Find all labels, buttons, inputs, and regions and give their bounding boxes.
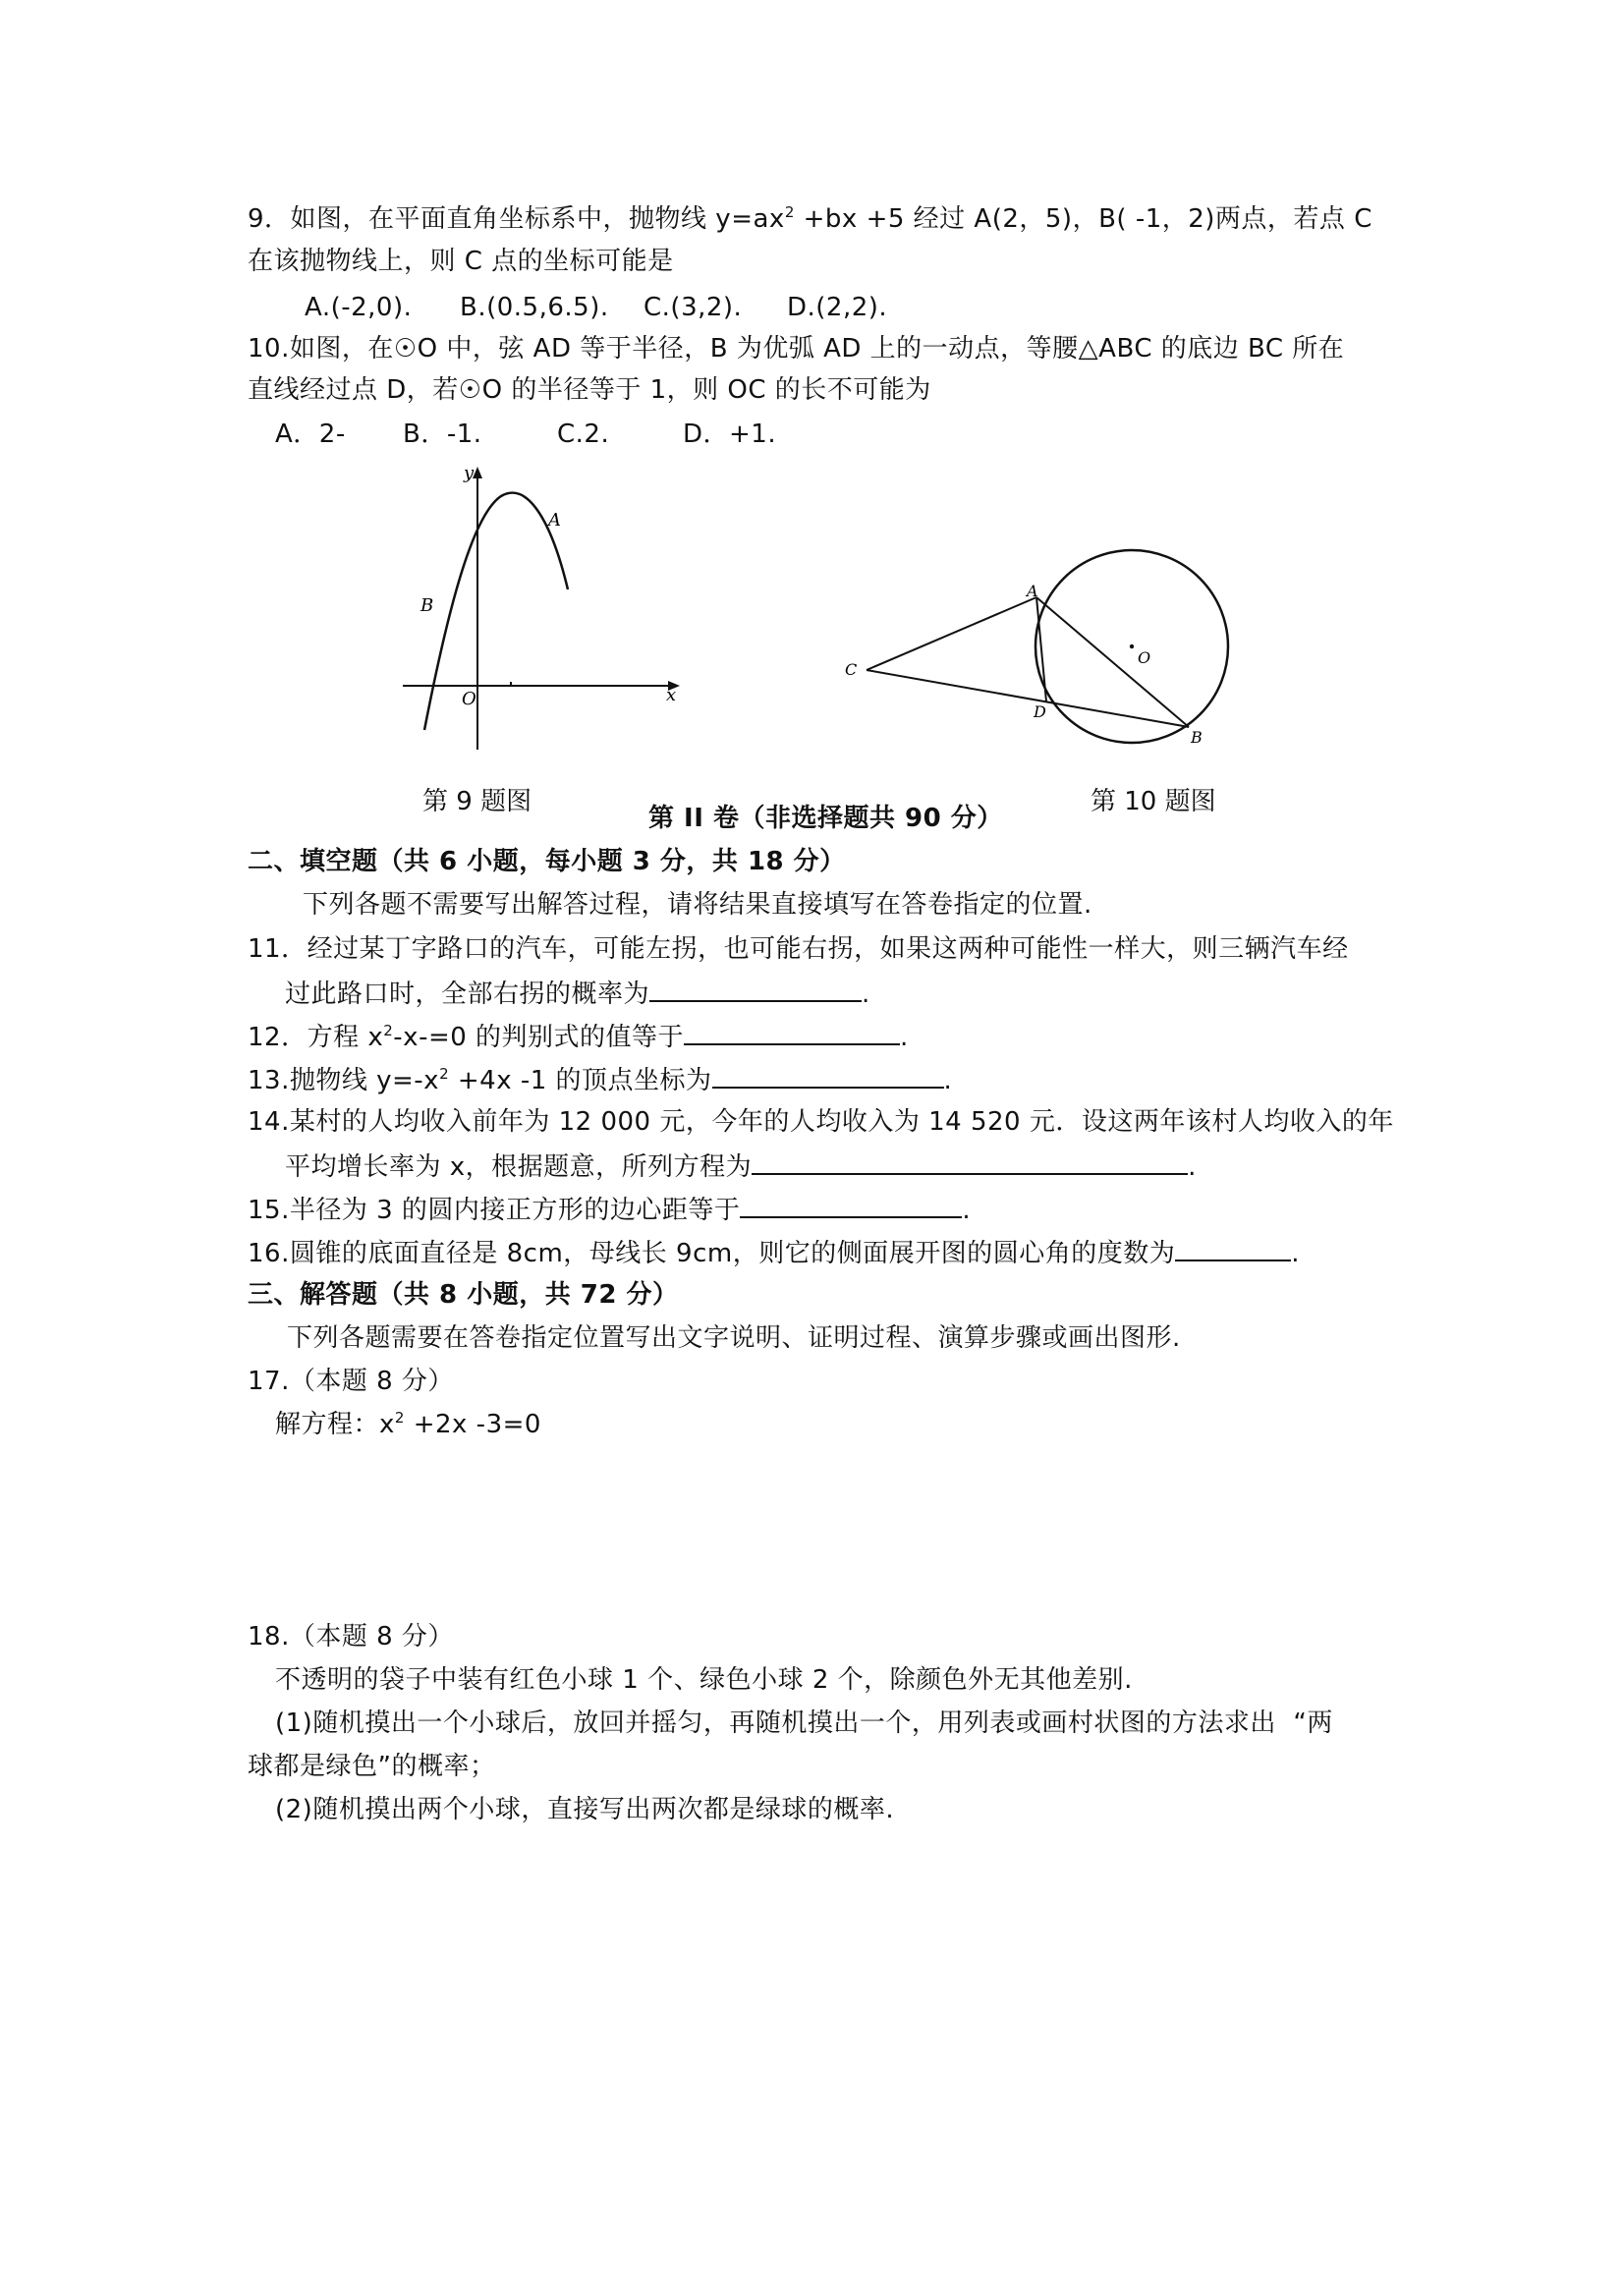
q15: 15.半径为 3 的圆内接正方形的边心距等于 . (248, 1193, 971, 1226)
parabola-curve (424, 493, 568, 730)
q18-heading: 18.（本题 8 分） (248, 1622, 454, 1652)
segment-ab (1036, 597, 1189, 727)
q9-option-a: A.(-2,0). (305, 293, 413, 322)
q10-option-b: B．-1. (403, 420, 482, 449)
figure-9-parabola (393, 457, 688, 752)
q18-line3: 球都是绿色”的概率； (248, 1752, 496, 1781)
part2-title: 第 II 卷（非选择题共 90 分） (648, 804, 1003, 833)
label-c: C (845, 660, 858, 679)
answer-blank (1175, 1236, 1291, 1261)
section3-instruction: 下列各题需要在答卷指定位置写出文字说明、证明过程、演算步骤或画出图形. (287, 1323, 1181, 1353)
q10-option-a: A．2- (275, 420, 346, 449)
q9-line2: 在该抛物线上，则 C 点的坐标可能是 (248, 247, 674, 276)
q14-line2: 平均增长率为 x，根据题意，所列方程为 . (285, 1149, 1197, 1183)
answer-blank (752, 1149, 1188, 1175)
segment-cb (867, 670, 1189, 727)
label-o: O (462, 689, 476, 709)
answer-blank (740, 1193, 962, 1218)
q10-option-c: C.2. (557, 420, 610, 449)
segment-ca (867, 597, 1036, 670)
q9-option-b: B.(0.5,6.5). (460, 293, 609, 322)
y-axis-arrow (473, 467, 482, 478)
label-a: A (1027, 582, 1038, 600)
q17-heading: 17.（本题 8 分） (248, 1367, 454, 1396)
section2-instruction: 下列各题不需要写出解答过程，请将结果直接填写在答卷指定的位置. (303, 890, 1092, 920)
answer-blank (684, 1020, 900, 1045)
q13: 13.抛物线 $y=-x^2 +4x$ -1 的顶点坐标为 . (248, 1065, 953, 1095)
q12: 12．方程 $x^2-x-=0$ 的判别式的值等于 . (248, 1022, 909, 1052)
label-b: B (420, 595, 434, 616)
q18-line1: 不透明的袋子中装有红色小球 1 个、绿色小球 2 个，除颜色外无其他差别. (275, 1665, 1133, 1695)
q10-line1: 10.如图，在☉O 中，弦 AD 等于半径，B 为优弧 AD 上的一动点，等腰△ABC 的底边 BC 所在 (248, 334, 1345, 364)
label-a: A (548, 510, 561, 531)
q11-line1: 11．经过某丁字路口的汽车，可能左拐，也可能右拐，如果这两种可能性一样大，则三辆汽车经 (248, 934, 1349, 964)
label-o: O (1138, 648, 1151, 667)
label-x: x (666, 685, 677, 705)
answer-blank (649, 977, 862, 1002)
q10-line2: 直线经过点 D，若☉O 的半径等于 1，则 OC 的长不可能为 (248, 375, 931, 405)
q9-line1: 9．如图，在平面直角坐标系中，抛物线 $y=ax^2 +bx +5$ 经过 A(2，5)，B( -1，2)两点，若点 C (248, 203, 1372, 234)
q14-line1: 14.某村的人均收入前年为 12 000 元，今年的人均收入为 14 520 元．设这两年该村人均收入的年 (248, 1107, 1394, 1137)
figure-10-circle (835, 540, 1248, 756)
q18-line2: (1)随机摸出一个小球后，放回并摇匀，再随机摸出一个，用列表或画村状图的方法求出 “两 (275, 1708, 1333, 1738)
label-b: B (1191, 728, 1203, 747)
q11-line2: 过此路口时，全部右拐的概率为 . (285, 977, 870, 1010)
q9-option-d: D.(2,2). (787, 293, 888, 322)
q17-equation: 解方程：$x^2 +2x$ -3=0 (275, 1409, 541, 1439)
q16: 16.圆锥的底面直径是 8cm，母线长 9cm，则它的侧面展开图的圆心角的度数为 . (248, 1236, 1300, 1269)
label-d: D (1034, 702, 1046, 721)
q9-option-c: C.(3,2). (644, 293, 743, 322)
section2-title: 二、填空题（共 6 小题，每小题 3 分，共 18 分） (248, 847, 846, 876)
answer-blank (712, 1063, 944, 1089)
q10-option-d: D．+1. (683, 420, 777, 449)
label-y: y (464, 463, 475, 483)
center-point (1130, 644, 1134, 648)
section3-title: 三、解答题（共 8 小题，共 72 分） (248, 1280, 679, 1310)
figure-9-caption: 第 9 题图 (422, 787, 532, 816)
q18-line4: (2)随机摸出两个小球，直接写出两次都是绿球的概率. (275, 1795, 895, 1824)
figure-10-caption: 第 10 题图 (1091, 787, 1216, 816)
